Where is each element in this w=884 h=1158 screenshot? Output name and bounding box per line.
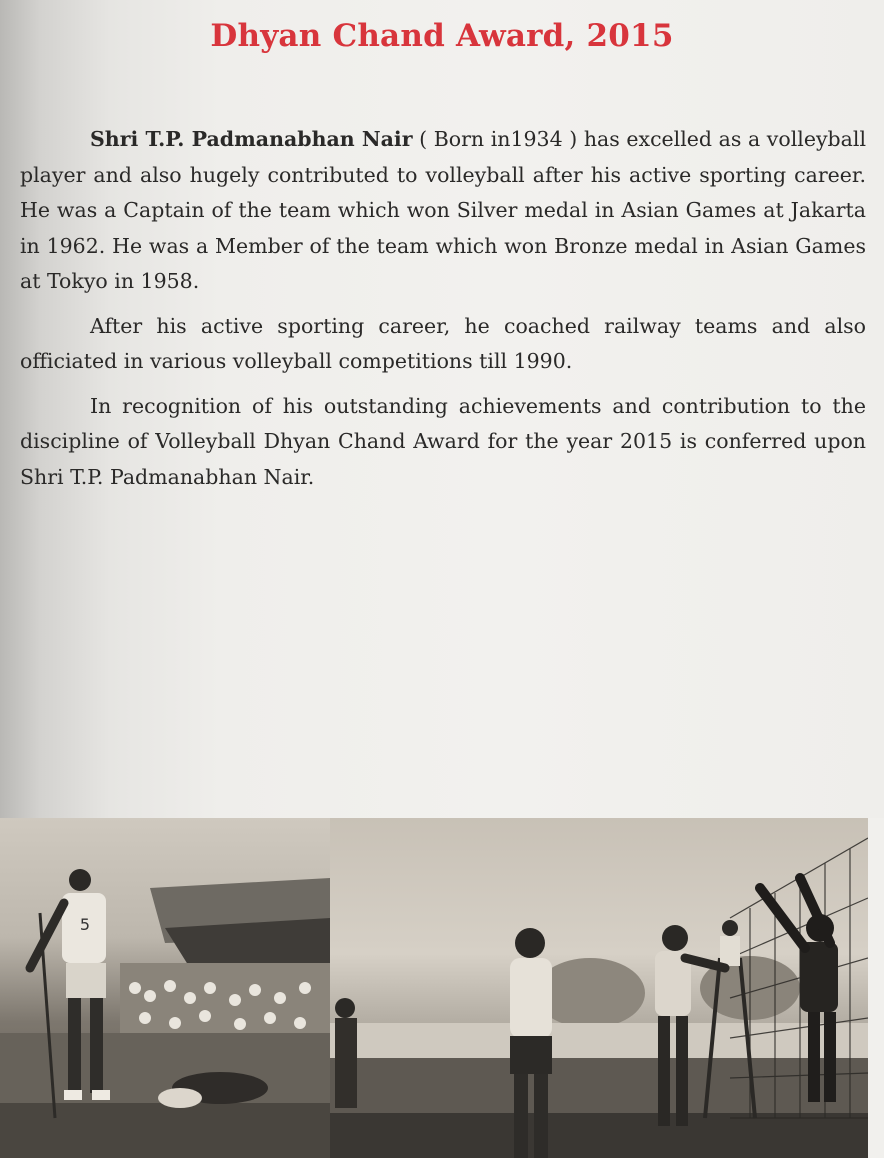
photo-volleyball-match-left	[0, 818, 330, 1158]
award-description	[20, 122, 866, 504]
jersey-number: 5	[79, 915, 91, 934]
photo-right-illustration	[330, 818, 868, 1158]
paragraph-recognition: In recognition of his outstanding achievements and contribution to the discipline of Volleyball Dhyan Chand Award for the year 2015 is conferred upon Shri T.P. Padmanabhan Nair.	[20, 393, 866, 489]
biography-text: ( Born in1934 ) has excelled as a volleyball player and also hugely contributed to volleyball after his active sporting career. He was a Captain of the team which won Silver medal in Asian Games at Jakarta in 1962. He was a Member of the team which won Bronze medal in Asian Games at Tokyo in 1958.	[20, 127, 866, 293]
photo-volleyball-match-right	[330, 818, 868, 1158]
awardee-name: Shri T.P. Padmanabhan Nair	[90, 127, 413, 151]
page-title: Dhyan Chand Award, 2015	[210, 18, 674, 54]
paragraph-biography	[20, 122, 866, 300]
paragraph-career: After his active sporting career, he coached railway teams and also officiated in various volleyball competitions till 1990.	[20, 313, 866, 373]
photo-left-illustration	[0, 818, 330, 1158]
page-margin	[868, 818, 884, 1158]
